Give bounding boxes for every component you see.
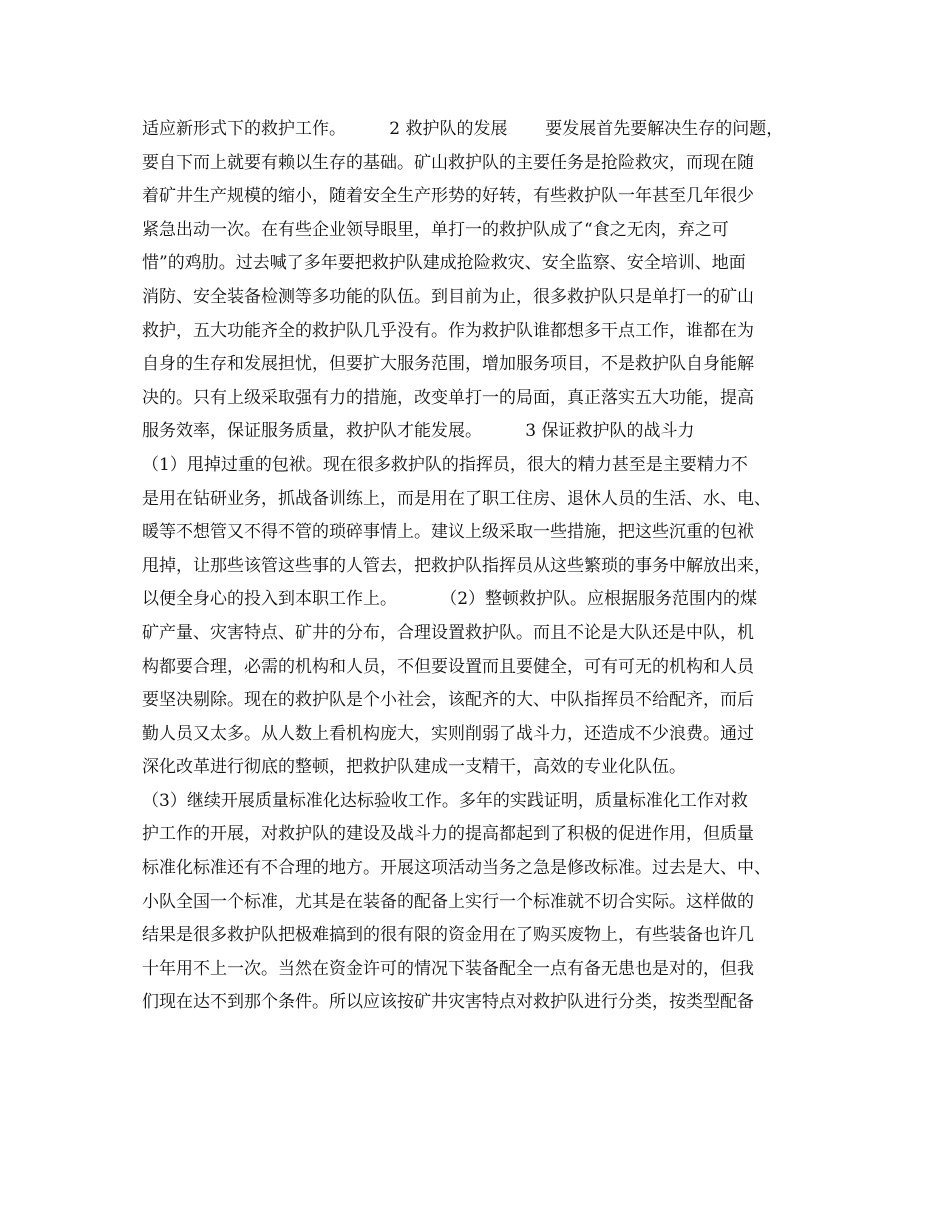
text-line: 们现在达不到那个条件。所以应该按矿井灾害特点对救护队进行分类，按类型配备 (142, 992, 754, 1013)
text-line: 紧急出动一次。在有些企业领导眼里，单打一的救护队成了“食之无肉，弃之可 (142, 219, 729, 240)
text-line: 深化改革进行彻底的整顿，把救护队建成一支精干，高效的专业化队伍。 (142, 757, 686, 778)
text-line: 着矿井生产规模的缩小，随着安全生产形势的好转，有些救护队一年甚至几年很少 (142, 186, 754, 207)
text-line: 勤人员又太多。从人数上看机构庞大，实则削弱了战斗力，还造成不少浪费。通过 (142, 723, 754, 744)
text-line: （3）继续开展质量标准化达标验收工作。多年的实践证明，质量标准化工作对救 (142, 790, 748, 811)
text-line: 小队全国一个标准，尤其是在装备的配备上实行一个标准就不切合实际。这样做的 (142, 891, 754, 912)
text-line: 以便全身心的投入到本职工作上。 （2）整顿救护队。应根据服务范围内的煤 (142, 589, 758, 610)
text-line: 服务效率，保证服务质量，救护队才能发展。 3 保证救护队的战斗力 (142, 421, 695, 442)
text-line: 惜”的鸡肋。过去喊了多年要把救护队建成抢险救灾、安全监察、安全培训、地面 (142, 253, 746, 274)
text-line: 适应新形式下的救护工作。 2 救护队的发展 要发展首先要解决生存的问题， (142, 119, 784, 139)
text-line: 要自下而上就要有赖以生存的基础。矿山救护队的主要任务是抢险救灾，而现在随 (142, 152, 754, 173)
text-line: 构都要合理，必需的机构和人员，不但要设置而且要健全，可有可无的机构和人员 (142, 656, 754, 677)
text-line: 甩掉，让那些该管这些事的人管去，把救护队指挥员从这些繁琐的事务中解放出来， (142, 555, 771, 576)
text-line: 消防、安全装备检测等多功能的队伍。到目前为止，很多救护队只是单打一的矿山 (142, 286, 754, 307)
body-text (142, 113, 822, 1020)
text-line: 结果是很多救护队把极难搞到的很有限的资金用在了购买废物上，有些装备也许几 (142, 925, 754, 946)
text-line: 十年用不上一次。当然在资金许可的情况下装备配全一点有备无患也是对的，但我 (142, 958, 754, 979)
text-line: 要坚决剔除。现在的救护队是个小社会，该配齐的大、中队指挥员不给配齐，而后 (142, 690, 754, 711)
text-line: 暖等不想管又不得不管的琐碎事情上。建议上级采取一些措施，把这些沉重的包袱 (142, 522, 754, 543)
text-line: 救护，五大功能齐全的救护队几乎没有。作为救护队谁都想多干点工作，谁都在为 (142, 320, 754, 341)
text-line: 矿产量、灾害特点、矿井的分布，合理设置救护队。而且不论是大队还是中队，机 (142, 622, 754, 643)
text-line: （1）甩掉过重的包袱。现在很多救护队的指挥员，很大的精力甚至是主要精力不 (142, 454, 748, 475)
text-line: 标准化标准还有不合理的地方。开展这项活动当务之急是修改标准。过去是大、中、 (142, 858, 771, 879)
text-line: 护工作的开展，对救护队的建设及战斗力的提高都起到了积极的促进作用，但质量 (142, 824, 754, 845)
text-line: 自身的生存和发展担忧，但要扩大服务范围，增加服务项目，不是救护队自身能解 (142, 354, 754, 375)
text-line: 是用在钻研业务，抓战备训练上，而是用在了职工住房、退休人员的生活、水、电、 (142, 488, 771, 509)
text-line: 决的。只有上级采取强有力的措施，改变单打一的局面，真正落实五大功能，提高 (142, 387, 754, 408)
